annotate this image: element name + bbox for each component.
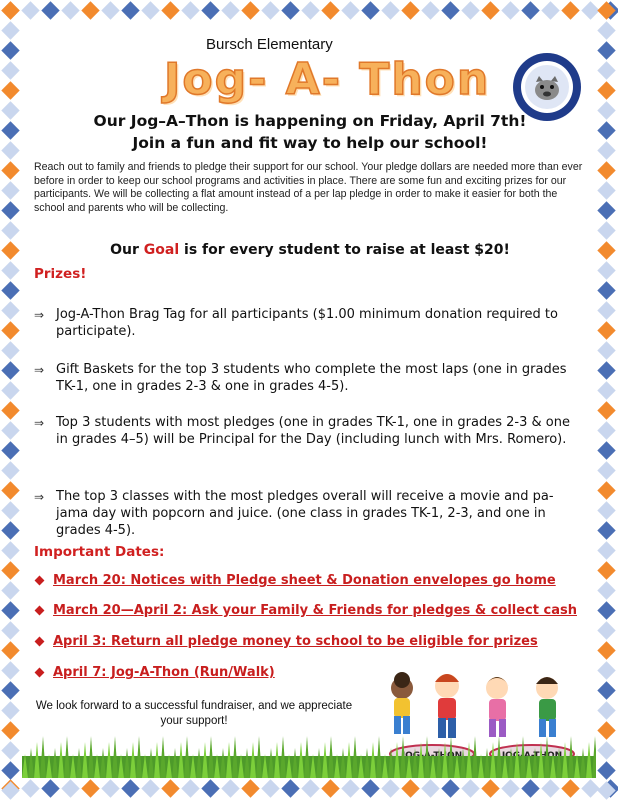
border-diamond [597,21,615,39]
border-diamond [541,779,559,797]
decorative-border-right [596,0,618,800]
border-diamond [181,1,199,19]
border-diamond [1,661,19,679]
border-diamond [1,121,19,139]
decorative-border-left [0,0,22,800]
border-diamond [1,601,19,619]
border-diamond [597,261,615,279]
border-diamond [21,779,39,797]
border-diamond [281,1,299,19]
intro-paragraph: Reach out to family and friends to pledge their support for our school. Your pledge dollars are needed more than ever before in order to keep our school programs and activities in place. There are some fun and exciting prizes for our participants. We will be collecting a flat amount instead of a per lap pledge in order to make it easier for both the school and parents who will be collecting. [34,161,583,214]
border-diamond [1,261,19,279]
border-diamond [597,701,615,719]
date-item [34,634,538,649]
border-diamond [121,1,139,19]
border-diamond [361,779,379,797]
border-diamond [401,779,419,797]
arrow-right-icon: ⇒ [34,416,45,430]
border-diamond [101,779,119,797]
border-diamond [597,41,615,59]
border-diamond [261,779,279,797]
border-diamond [1,581,19,599]
border-diamond [1,201,19,219]
border-diamond [1,561,19,579]
border-diamond [1,681,19,699]
border-diamond [1,161,19,179]
date-item [34,665,275,680]
border-diamond [241,779,259,797]
border-diamond [1,341,19,359]
border-diamond [597,381,615,399]
prize-text: Jog-A-Thon Brag Tag for all participants ($1.00 minimum donation required to participate). [56,307,558,339]
border-diamond [1,701,19,719]
goal-highlight: Goal [143,242,180,258]
border-diamond [597,501,615,519]
border-diamond [321,779,339,797]
diamond-bullet-icon [35,667,45,677]
border-diamond [341,1,359,19]
border-diamond [1,541,19,559]
border-diamond [597,561,615,579]
border-diamond [597,341,615,359]
border-diamond [1,41,19,59]
border-diamond [1,361,19,379]
event-title: Jog- A- Thon [164,54,491,105]
arrow-right-icon: ⇒ [34,363,45,377]
border-diamond [81,1,99,19]
border-diamond [341,779,359,797]
prize-item [34,306,574,340]
border-diamond [381,779,399,797]
prize-item [34,488,574,539]
border-diamond [1,721,19,739]
border-diamond [1,441,19,459]
border-diamond [481,779,499,797]
border-diamond [141,779,159,797]
prize-text: Top 3 students with most pledges (one in grades TK-1, one in grades 2-3 & one in grades 4–5) will be Principal for the Day (including lunch with Mrs. Romero). [56,415,570,447]
border-diamond [201,779,219,797]
border-diamond [1,61,19,79]
arrow-right-icon: ⇒ [34,490,45,504]
border-diamond [301,779,319,797]
border-diamond [1,621,19,639]
border-diamond [1,381,19,399]
border-diamond [1,481,19,499]
border-diamond [597,541,615,559]
decorative-border-top [0,0,618,22]
border-diamond [521,1,539,19]
border-diamond [597,521,615,539]
border-diamond [1,181,19,199]
border-diamond [301,1,319,19]
border-diamond [597,321,615,339]
school-name: Bursch Elementary [206,36,333,53]
border-diamond [1,21,19,39]
diamond-bullet-icon [35,605,45,615]
border-diamond [597,141,615,159]
border-diamond [597,301,615,319]
border-diamond [597,1,615,19]
border-diamond [597,401,615,419]
border-diamond [161,779,179,797]
border-diamond [221,779,239,797]
border-diamond [597,601,615,619]
diamond-bullet-icon [35,636,45,646]
border-diamond [597,781,615,799]
border-diamond [1,461,19,479]
border-diamond [1,1,19,19]
border-diamond [597,741,615,759]
goal-line [34,242,586,258]
event-date-headline: Our Jog–A–Thon is happening on Friday, April 7th! [93,112,527,130]
border-diamond [597,481,615,499]
prize-item [34,361,574,395]
border-diamond [597,181,615,199]
date-text: April 3: Return all pledge money to school to be eligible for prizes [53,634,538,649]
border-diamond [1,521,19,539]
border-diamond [1,401,19,419]
date-text: March 20: Notices with Pledge sheet & Donation envelopes go home [53,573,556,588]
border-diamond [597,121,615,139]
border-diamond [521,779,539,797]
border-diamond [1,81,19,99]
border-diamond [597,461,615,479]
border-diamond [1,741,19,759]
border-diamond [321,1,339,19]
join-headline: Join a fun and fit way to help our school! [132,134,488,152]
date-text: April 7: Jog-A-Thon (Run/Walk) [53,665,275,680]
prizes-heading: Prizes! [34,266,87,282]
border-diamond [541,1,559,19]
border-diamond [421,779,439,797]
border-diamond [597,621,615,639]
border-diamond [597,221,615,239]
border-diamond [1,281,19,299]
border-diamond [597,441,615,459]
border-diamond [597,361,615,379]
border-diamond [597,61,615,79]
border-diamond [1,421,19,439]
border-diamond [597,101,615,119]
border-diamond [597,761,615,779]
border-diamond [481,1,499,19]
border-diamond [561,779,579,797]
border-diamond [61,1,79,19]
border-diamond [597,421,615,439]
date-item [34,603,577,618]
border-diamond [561,1,579,19]
border-diamond [597,241,615,259]
prize-item [34,414,574,448]
border-diamond [41,779,59,797]
border-diamond [1,241,19,259]
date-item [34,573,556,588]
decorative-border-bottom [0,778,618,800]
border-diamond [501,1,519,19]
border-diamond [1,101,19,119]
border-diamond [221,1,239,19]
border-diamond [1,321,19,339]
border-diamond [41,1,59,19]
border-diamond [597,641,615,659]
flyer-page [34,26,586,766]
border-diamond [597,281,615,299]
border-diamond [597,161,615,179]
border-diamond [401,1,419,19]
border-diamond [501,779,519,797]
border-diamond [381,1,399,19]
border-diamond [101,1,119,19]
border-diamond [597,201,615,219]
border-diamond [1,501,19,519]
border-diamond [461,1,479,19]
border-diamond [597,661,615,679]
border-diamond [1,781,19,799]
border-diamond [1,301,19,319]
date-text: March 20—April 2: Ask your Family & Friends for pledges & collect cash [53,603,577,618]
border-diamond [61,779,79,797]
diamond-bullet-icon [35,575,45,585]
border-diamond [597,681,615,699]
border-diamond [441,779,459,797]
border-diamond [441,1,459,19]
prize-text: The top 3 classes with the most pledges overall will receive a movie and pa-jama day with popcorn and juice. (one class in grades TK-1, 2-3, and one in grades 4-5). [56,489,554,538]
border-diamond [1,221,19,239]
border-diamond [81,779,99,797]
prize-text: Gift Baskets for the top 3 students who complete the most laps (one in grades TK-1, one in grades 2-3 & one in grades 4-5). [56,362,567,394]
goal-suffix: is for every student to raise at least $20! [179,242,510,258]
border-diamond [141,1,159,19]
arrow-right-icon: ⇒ [34,308,45,322]
border-diamond [597,721,615,739]
closing-message: We look forward to a successful fundraiser, and we appreciate your support! [35,700,353,727]
border-diamond [1,761,19,779]
border-diamond [1,641,19,659]
grass-decoration [22,726,596,778]
border-diamond [1,141,19,159]
border-diamond [161,1,179,19]
border-diamond [201,1,219,19]
border-diamond [461,779,479,797]
border-diamond [281,779,299,797]
border-diamond [597,581,615,599]
border-diamond [597,81,615,99]
border-diamond [421,1,439,19]
goal-prefix: Our [110,242,144,258]
important-dates-heading: Important Dates: [34,544,165,560]
border-diamond [181,779,199,797]
border-diamond [121,779,139,797]
border-diamond [241,1,259,19]
border-diamond [261,1,279,19]
border-diamond [361,1,379,19]
border-diamond [21,1,39,19]
